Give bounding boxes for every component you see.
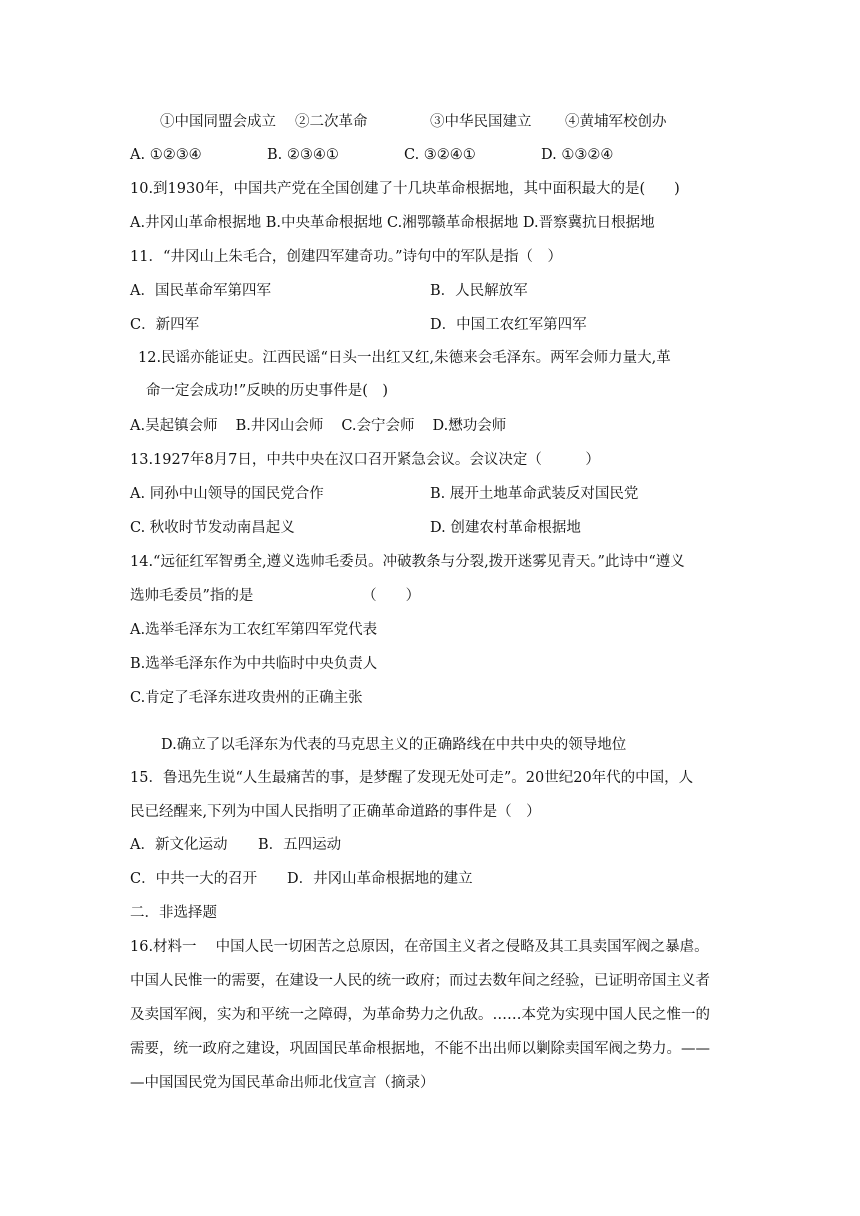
q15-option-a: A．新文化运动 bbox=[130, 837, 228, 853]
q10-options: A.井冈山革命根据地 B.中央革命根据地 C.湘鄂赣革命根据地 D.晋察冀抗日根据地 bbox=[130, 215, 655, 231]
q12-option-c: C.会宁会师 bbox=[341, 418, 415, 434]
q15-option-d: D．井冈山革命根据地的建立 bbox=[287, 871, 473, 887]
q15-options-row2 bbox=[130, 869, 740, 889]
q9-option-c: C. ③②④① bbox=[404, 147, 476, 163]
q12-option-d: D.懋功会师 bbox=[432, 418, 507, 434]
q12-options bbox=[130, 416, 740, 436]
q11-option-a: A．国民革命军第四军 bbox=[130, 283, 271, 299]
q13-options-row1 bbox=[130, 484, 740, 504]
q14-stem-line1: 14.“远征红军智勇全,遵义选帅毛委员。冲破教条与分裂,拨开迷雾见青天。”此诗中“遵义 bbox=[130, 554, 685, 570]
q11-options-row1 bbox=[130, 281, 740, 301]
q12-option-a: A.吴起镇会师 bbox=[130, 418, 218, 434]
q16-line-2: 中国人民惟一的需要，在建设一人民的统一政府；而过去数年间之经验，已证明帝国主义者 bbox=[130, 973, 710, 989]
q12-stem-line1: 12.民谣亦能证史。江西民谣“日头一出红又红,朱德来会毛泽东。两军会师力量大,革 bbox=[138, 350, 671, 366]
q14-option-d: D.确立了以毛泽东为代表的马克思主义的正确路线在中共中央的领导地位 bbox=[161, 737, 627, 753]
q14-stem-line2: 选帅毛委员”指的是 （ ） bbox=[130, 588, 421, 604]
q9-item-4: ④黄埔军校创办 bbox=[565, 114, 667, 130]
q10-stem: 10.到1930年，中国共产党在全国创建了十几块革命根据地，其中面积最大的是( ) bbox=[130, 181, 680, 197]
q13-option-b: B. 展开土地革命武装反对国民党 bbox=[430, 486, 639, 502]
q9-options bbox=[130, 145, 740, 165]
q11-stem: 11．“井冈山上朱毛合，创建四军建奇功。”诗句中的军队是指（ ） bbox=[130, 249, 563, 265]
q15-option-b: B．五四运动 bbox=[258, 837, 342, 853]
q13-option-a: A. 同孙中山领导的国民党合作 bbox=[130, 486, 324, 502]
q15-stem-line1: 15．鲁迅先生说“人生最痛苦的事，是梦醒了发现无处可走”。20世纪20年代的中国，人 bbox=[130, 770, 694, 786]
q9-option-b: B. ②③④① bbox=[267, 147, 339, 163]
q16-line-1: 16.材料一 中国人民一切困苦之总原因，在帝国主义者之侵略及其工具卖国军阀之暴虐。 bbox=[130, 939, 709, 955]
q9-item-2: ②二次革命 bbox=[295, 114, 368, 130]
q13-stem: 13.1927年8月7日，中共中央在汉口召开紧急会议。会议决定（ ） bbox=[130, 452, 600, 468]
q11-option-b: B．人民解放军 bbox=[430, 283, 528, 299]
q15-option-c: C．中共一大的召开 bbox=[130, 871, 258, 887]
q13-option-c: C. 秋收时节发动南昌起义 bbox=[130, 520, 295, 536]
q12-stem-line2: 命一定会成功!”反映的历史事件是( ) bbox=[146, 383, 389, 399]
q11-option-d: D．中国工农红军第四军 bbox=[430, 317, 587, 333]
q14-option-a: A.选举毛泽东为工农红军第四军党代表 bbox=[130, 622, 378, 638]
q9-option-d: D. ①③②④ bbox=[541, 147, 614, 163]
q16-line-5: —中国国民党为国民革命出师北伐宣言（摘录） bbox=[130, 1075, 435, 1091]
q16-line-3: 及卖国军阀，实为和平统一之障碍，为革命势力之仇敌。……本党为实现中国人民之惟一的 bbox=[130, 1007, 710, 1023]
q14-option-c: C.肯定了毛泽东进攻贵州的正确主张 bbox=[130, 690, 363, 706]
q12-option-b: B.井冈山会师 bbox=[235, 418, 324, 434]
q11-option-c: C．新四军 bbox=[130, 317, 200, 333]
q15-options-row1 bbox=[130, 835, 740, 855]
q9-option-a: A. ①②③④ bbox=[130, 147, 202, 163]
q15-stem-line2: 民已经醒来,下列为中国人民指明了正确革命道路的事件是（ ） bbox=[130, 804, 541, 820]
q13-option-d: D. 创建农村革命根据地 bbox=[430, 520, 581, 536]
section-heading-non-choice: 二．非选择题 bbox=[130, 905, 217, 921]
q16-line-4: 需要，统一政府之建设，巩固国民革命根据地，不能不出出师以剿除卖国军阀之势力。—— bbox=[130, 1041, 710, 1057]
q11-options-row2 bbox=[130, 315, 740, 335]
q9-item-3: ③中华民国建立 bbox=[430, 114, 532, 130]
q9-items bbox=[160, 112, 770, 132]
q13-options-row2 bbox=[130, 518, 740, 538]
q9-item-1: ①中国同盟会成立 bbox=[160, 114, 276, 130]
q14-option-b: B.选举毛泽东作为中共临时中央负责人 bbox=[130, 656, 378, 672]
